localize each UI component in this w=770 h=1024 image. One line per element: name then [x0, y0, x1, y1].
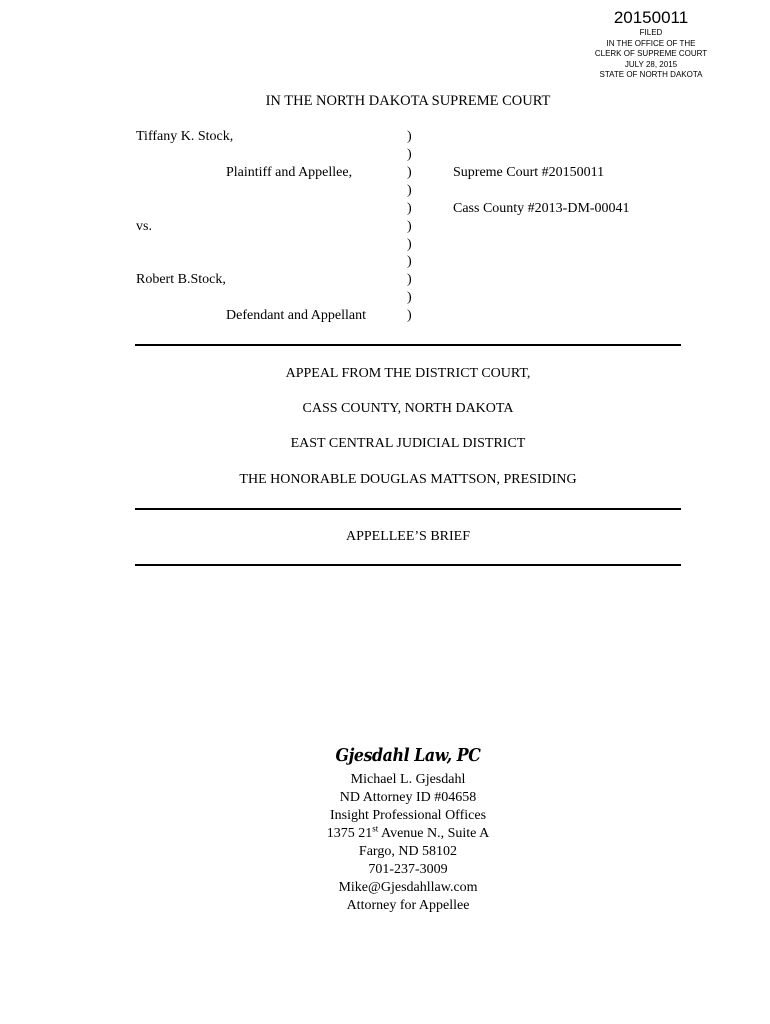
versus-label: vs.	[136, 219, 152, 234]
county-case-number: Cass County #2013-DM-00041	[453, 201, 630, 216]
appeal-line: APPEAL FROM THE DISTRICT COURT,	[285, 366, 531, 381]
street-number: 1375 21	[326, 826, 373, 841]
caption-paren: )	[407, 237, 412, 252]
caption-paren: )	[407, 272, 412, 287]
district-line: EAST CENTRAL JUDICIAL DISTRICT	[290, 436, 526, 451]
divider	[135, 344, 681, 346]
caption-paren: )	[407, 129, 412, 144]
plaintiff-name: Tiffany K. Stock,	[136, 129, 234, 144]
stamp-line: FILED	[639, 28, 663, 37]
email-address: Mike@Gjesdahllaw.com	[338, 880, 478, 895]
caption-paren: )	[407, 201, 412, 216]
stamp-line: CLERK OF SUPREME COURT	[594, 49, 708, 58]
attorney-name: Michael L. Gjesdahl	[350, 772, 466, 787]
street-address	[135, 825, 681, 843]
caption-paren: )	[407, 183, 412, 198]
brief-title: APPELLEE’S BRIEF	[345, 529, 471, 544]
county-line: CASS COUNTY, NORTH DAKOTA	[302, 401, 514, 416]
city-state-zip: Fargo, ND 58102	[358, 844, 458, 859]
attorney-id: ND Attorney ID #04658	[339, 790, 477, 805]
filing-stamp	[587, 8, 715, 81]
plaintiff-role: Plaintiff and Appellee,	[226, 165, 353, 180]
attorney-role: Attorney for Appellee	[346, 898, 470, 913]
defendant-role: Defendant and Appellant	[226, 308, 366, 323]
defendant-name: Robert B.Stock,	[136, 272, 226, 287]
stamp-line: STATE OF NORTH DAKOTA	[599, 70, 703, 79]
caption-paren: )	[407, 254, 412, 269]
caption-paren: )	[407, 219, 412, 234]
stamp-line: IN THE OFFICE OF THE	[606, 38, 696, 48]
court-title: IN THE NORTH DAKOTA SUPREME COURT	[265, 93, 551, 109]
divider	[135, 564, 681, 566]
caption-paren: )	[407, 308, 412, 323]
judge-line: THE HONORABLE DOUGLAS MATTSON, PRESIDING	[239, 472, 577, 487]
caption-paren: )	[407, 290, 412, 305]
firm-name: Gjesdahl Law, PC	[335, 745, 481, 766]
case-caption	[0, 129, 770, 329]
phone-number: 701-237-3009	[368, 862, 448, 877]
caption-paren: )	[407, 147, 412, 162]
supreme-court-number: Supreme Court #20150011	[453, 165, 605, 180]
street-name: Avenue N., Suite A	[378, 826, 490, 841]
stamp-case-number: 20150011	[613, 8, 689, 27]
office-name: Insight Professional Offices	[329, 808, 487, 823]
ordinal-suffix: st	[372, 823, 379, 834]
stamp-line: JULY 28, 2015	[624, 59, 678, 69]
divider	[135, 508, 681, 510]
attorney-contact-block	[135, 771, 681, 915]
caption-paren: )	[407, 165, 412, 180]
